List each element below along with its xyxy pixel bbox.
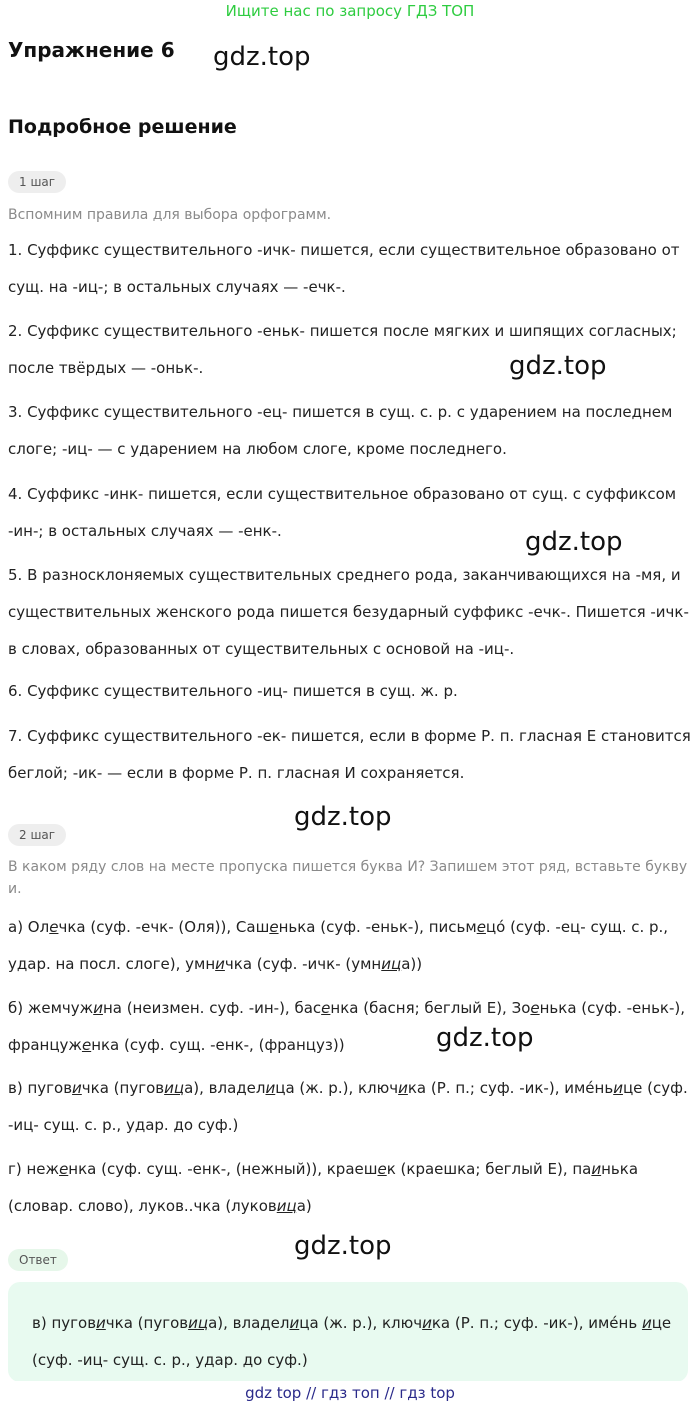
watermark: gdz.top [436,1023,534,1053]
watermark: gdz.top [509,351,607,381]
option-a: а) Олечка (суф. -ечк- (Оля)), Сашенька (суф. -еньк-), письмецо́ (суф. -ец- сущ. с. р., удар. на посл. слоге), умничка (суф. -ичк- (умница)) [8,918,669,973]
step-1-label: 1 шаг [8,171,66,193]
answer-badge [8,1249,68,1271]
exercise-title: Упражнение 6 [8,38,175,62]
option-v: в) пуговичка (пуговица), владелица (ж. р.), ключика (Р. п.; суф. -ик-), имéньице (суф. -иц- сущ. с. р., удар. до суф.) [8,1079,688,1134]
option-g: г) неженка (суф. сущ. -енк-, (нежный)), краешек (краешка; беглый Е), паинька (словар. слово), луков..чка (луковица) [8,1160,639,1215]
rule-5: 5. В разносклоняемых существительных среднего рода, заканчивающихся на -мя, и существительных женского рода пишется безударный суффикс -ечк-. Пишется -ичк- в словах, образованных от существительных с основой на -иц-. [8,566,689,658]
step-1-intro: Вспомним правила для выбора орфограмм. [8,207,332,223]
rule-1: 1. Суффикс существительного -ичк- пишется, если существительное образовано от сущ. на -иц-; в остальных случаях — -ечк-. [8,241,680,296]
watermark: gdz.top [294,802,392,832]
watermark: gdz.top [213,42,311,72]
rule-3: 3. Суффикс существительного -ец- пишется в сущ. с. р. с ударением на последнем слоге; -иц- — с ударением на любом слоге, кроме последнего. [8,403,673,458]
rule-7: 7. Суффикс существительного -ек- пишется, если в форме Р. п. гласная Е становится беглой; -ик- — если в форме Р. п. гласная И сохраняется. [8,727,691,782]
section-title: Подробное решение [8,116,237,138]
promo-banner[interactable]: Ищите нас по запросу ГДЗ ТОП [225,2,475,20]
rule-6: 6. Суффикс существительного -иц- пишется в сущ. ж. р. [8,682,458,700]
watermark: gdz.top [525,527,623,557]
rule-4: 4. Суффикс -инк- пишется, если существительное образовано от сущ. с суффиксом -ин-; в остальных случаях — -енк-. [8,485,677,540]
option-b: б) жемчужина (неизмен. суф. -ин-), басенка (басня; беглый Е), Зоенька (суф. -еньк-), француженка (суф. сущ. -енк-, (француз)) [8,999,686,1054]
answer-label: Ответ [8,1249,68,1271]
watermark: gdz.top [294,1231,392,1261]
step-1-badge [8,171,66,193]
footer-links[interactable]: gdz top // гдз топ // гдз top [0,1381,700,1408]
answer-text: в) пуговичка (пуговица), владелица (ж. р.), ключика (Р. п.; суф. -ик-), имéнь ице (суф. -иц- сущ. с. р., удар. до суф.) [32,1314,672,1369]
step-2-intro: В каком ряду слов на месте пропуска пишется буква И? Запишем этот ряд, вставьте букву и. [8,859,688,897]
rule-2: 2. Суффикс существительного -еньк- пишется после мягких и шипящих согласных; после твёрдых — -оньк-. [8,322,677,377]
step-2-label: 2 шаг [8,824,66,846]
step-2-badge [8,824,66,846]
